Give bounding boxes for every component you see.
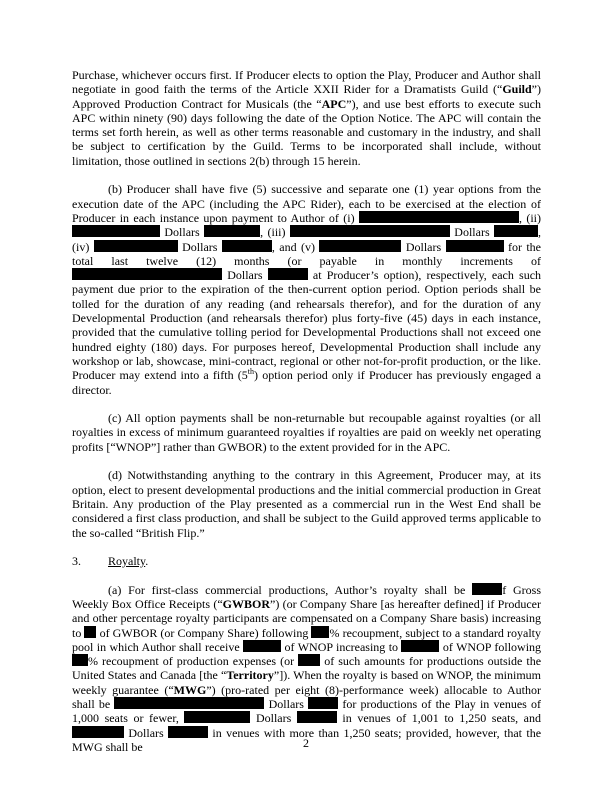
page-number: 2 bbox=[303, 736, 309, 750]
redaction-block bbox=[359, 211, 519, 223]
section-heading-royalty bbox=[72, 554, 541, 568]
text-segment: of WNOP following bbox=[442, 639, 542, 654]
text-segment: % recoupment of production expenses (or bbox=[88, 654, 295, 669]
redaction-block bbox=[494, 225, 538, 237]
superscript: th bbox=[247, 367, 254, 377]
section-title-period: . bbox=[145, 554, 149, 569]
text-segment: ”) (or Company Share [as hereafter defined] if Producer and other percentage royalty participants are compensated on a Company Share basis) increasing to bbox=[72, 596, 541, 640]
text-segment: for the total last twelve (12) months (or payable in monthly increments of bbox=[72, 239, 542, 268]
text-segment: Dollars bbox=[454, 225, 490, 240]
text-segment: in venues of 1,001 to 1,250 seats, and bbox=[342, 711, 541, 726]
text-segment: of such amounts for productions outside the United States and Canada [the “ bbox=[72, 654, 542, 683]
redaction-block bbox=[297, 711, 337, 723]
redaction-block bbox=[308, 697, 338, 709]
text-segment: ”), and use best efforts to execute such APC within ninety (90) days following the date of the Option Notice. The APC will contain the terms set forth herein, as well as other terms reasonable and customary in the industry, and shall be subject to certification by the Guild. Terms to be incorporated shall include, without limitation, those outlined in sections 2(b) through 15 herein. bbox=[72, 96, 542, 168]
defined-term-apc: APC bbox=[321, 96, 347, 111]
text-segment: Dollars bbox=[405, 239, 442, 254]
defined-term-mwg: MWG bbox=[173, 682, 207, 697]
section-number: 3. bbox=[72, 554, 81, 569]
redaction-block bbox=[204, 225, 260, 237]
text-segment: for productions of the Play in venues of 1,000 seats or fewer, bbox=[72, 697, 542, 726]
text-segment: ) option period only if Producer has previously engaged a director. bbox=[72, 368, 541, 397]
redaction-block bbox=[319, 240, 401, 252]
text-segment: in venues with more than 1,250 seats; provided, however, that the MWG shall be bbox=[72, 725, 542, 754]
redaction-block bbox=[72, 225, 160, 237]
text-segment: (ii) bbox=[526, 210, 542, 225]
text-segment: ”) Approved Production Contract for Musicals (the “ bbox=[72, 82, 541, 111]
paragraph-2c-option-payments: (c) All option payments shall be non-returnable but recoupable against royalties (or all royalties in excess of minimum guaranteed royalties if royalties are paid on weekly net operating profits [“WNOP”] rather than GWBOR) to the extent provided for in the APC. bbox=[72, 411, 541, 454]
text-segment: at Producer’s option), respectively, each such payment due prior to the expiration of the then-current option period. Option periods shall be tolled for the duration of any reading (and rehearsals therefor), and for the duration of any Developmental Production (and rehearsals therefor) plus forty-five (45) days in each instance, provided that the cumulative tolling period for Developmental Productions shall not exceed one hundred eighty (180) days. For purposes hereof, Developmental Production shall include any workshop or lab, showcase, mini-contract, regional or other not-for-profit production, or the like. Producer may extend into a fifth (5 bbox=[72, 268, 542, 383]
redaction-block bbox=[298, 654, 320, 666]
text-segment: Purchase, whichever occurs first. If Producer elects to option the Play, Producer and Author shall negotiate in good faith the terms of the Article XXII Rider for a Dramatists Guild (“ bbox=[72, 68, 541, 97]
redaction-block bbox=[72, 268, 222, 280]
redaction-block bbox=[311, 626, 329, 638]
defined-term-territory: Territory bbox=[226, 668, 274, 683]
text-segment: Dollars bbox=[268, 697, 304, 712]
document-page bbox=[72, 68, 541, 754]
redaction-block bbox=[472, 583, 502, 595]
redaction-block bbox=[184, 711, 250, 723]
redaction-block bbox=[401, 640, 439, 652]
redaction-block bbox=[446, 240, 504, 252]
text-segment: , and (v) bbox=[271, 239, 315, 254]
paragraph-2b-options: (b) Producer shall have five (5) successive and separate one (1) year options from the execution date of the APC (including the APC Rider), each to be exercised at the election of Producer in each instance upon payment to Author of (i) , (ii) Dollars , (iii) Dollars , (iv) Dollars , and (v) Dollars for the total last twelve (12) months (or payable in monthly increments of Dollars at Producer’s option), respectively, each such payment due prior to the expiration of the then-current option period. Option periods shall be tolled for the duration of any reading (and rehearsals therefor), and for the duration of any Developmental Production (and rehearsals therefor) plus forty-five (45) days in each instance, provided that the cumulative tolling period for Developmental Productions shall not exceed one hundred eighty (180) days. For purposes hereof, Developmental Production shall include any workshop or lab, showcase, mini-contract, regional or other not-for-profit production, or the like. Producer may extend into a fifth (5th) option period only if Producer has previously engaged a director. bbox=[72, 182, 542, 397]
text-segment: Dollars bbox=[164, 225, 200, 240]
defined-term-gwbor: GWBOR bbox=[222, 596, 270, 611]
text-segment: , (iv) bbox=[72, 225, 541, 254]
redaction-block bbox=[290, 225, 450, 237]
redaction-block bbox=[114, 697, 264, 709]
redaction-block bbox=[243, 640, 281, 652]
text-segment: Dollars bbox=[255, 711, 292, 726]
paragraph-3a-royalty bbox=[72, 583, 541, 755]
paragraph-option-purchase bbox=[72, 68, 541, 168]
paragraph-2d-great-britain: (d) Notwithstanding anything to the contrary in this Agreement, Producer may, at its option, elect to present developmental productions and the initial commercial production in Great Britain. Any production of the Play presented as a commercial run in the West End shall be considered a first class production, and shall be subject to the Guild approved terms applicable to the so-called “British Flip.” bbox=[72, 468, 541, 540]
text-segment: (a) For first-class commercial productions, Author’s royalty shall be bbox=[108, 582, 466, 597]
text-segment: of GWBOR (or Company Share) following bbox=[99, 625, 309, 640]
defined-term-guild: Guild bbox=[502, 82, 532, 97]
redaction-block bbox=[84, 626, 96, 638]
text-segment: ”) (pro-rated per eight (8)-performance week) allocable to Author shall be bbox=[72, 682, 542, 712]
text-segment: Dollars bbox=[227, 268, 263, 283]
redaction-block bbox=[268, 268, 308, 280]
text-segment: of WNOP increasing to bbox=[284, 639, 399, 654]
text-segment: (b) Producer shall have five (5) successive and separate one (1) year options from the execution date of the APC (including the APC Rider), each to be exercised at the election of Producer in each instance upon payment to Author of (i) bbox=[72, 182, 541, 225]
text-segment: ”]). When the royalty is based on WNOP, the minimum weekly guarantee (“ bbox=[72, 668, 541, 697]
redaction-block bbox=[72, 654, 88, 666]
text-segment: Dollars bbox=[128, 725, 164, 740]
text-segment: f Gross Weekly Box Office Receipts (“ bbox=[72, 582, 542, 611]
text-segment: Dollars bbox=[182, 239, 218, 254]
redaction-block bbox=[94, 240, 178, 252]
text-segment: % recoupment, subject to a standard royalty pool in which Author shall receive bbox=[72, 625, 542, 654]
redaction-block bbox=[222, 240, 272, 252]
section-title: Royalty bbox=[108, 554, 146, 569]
text-segment: , (iii) bbox=[260, 225, 286, 240]
